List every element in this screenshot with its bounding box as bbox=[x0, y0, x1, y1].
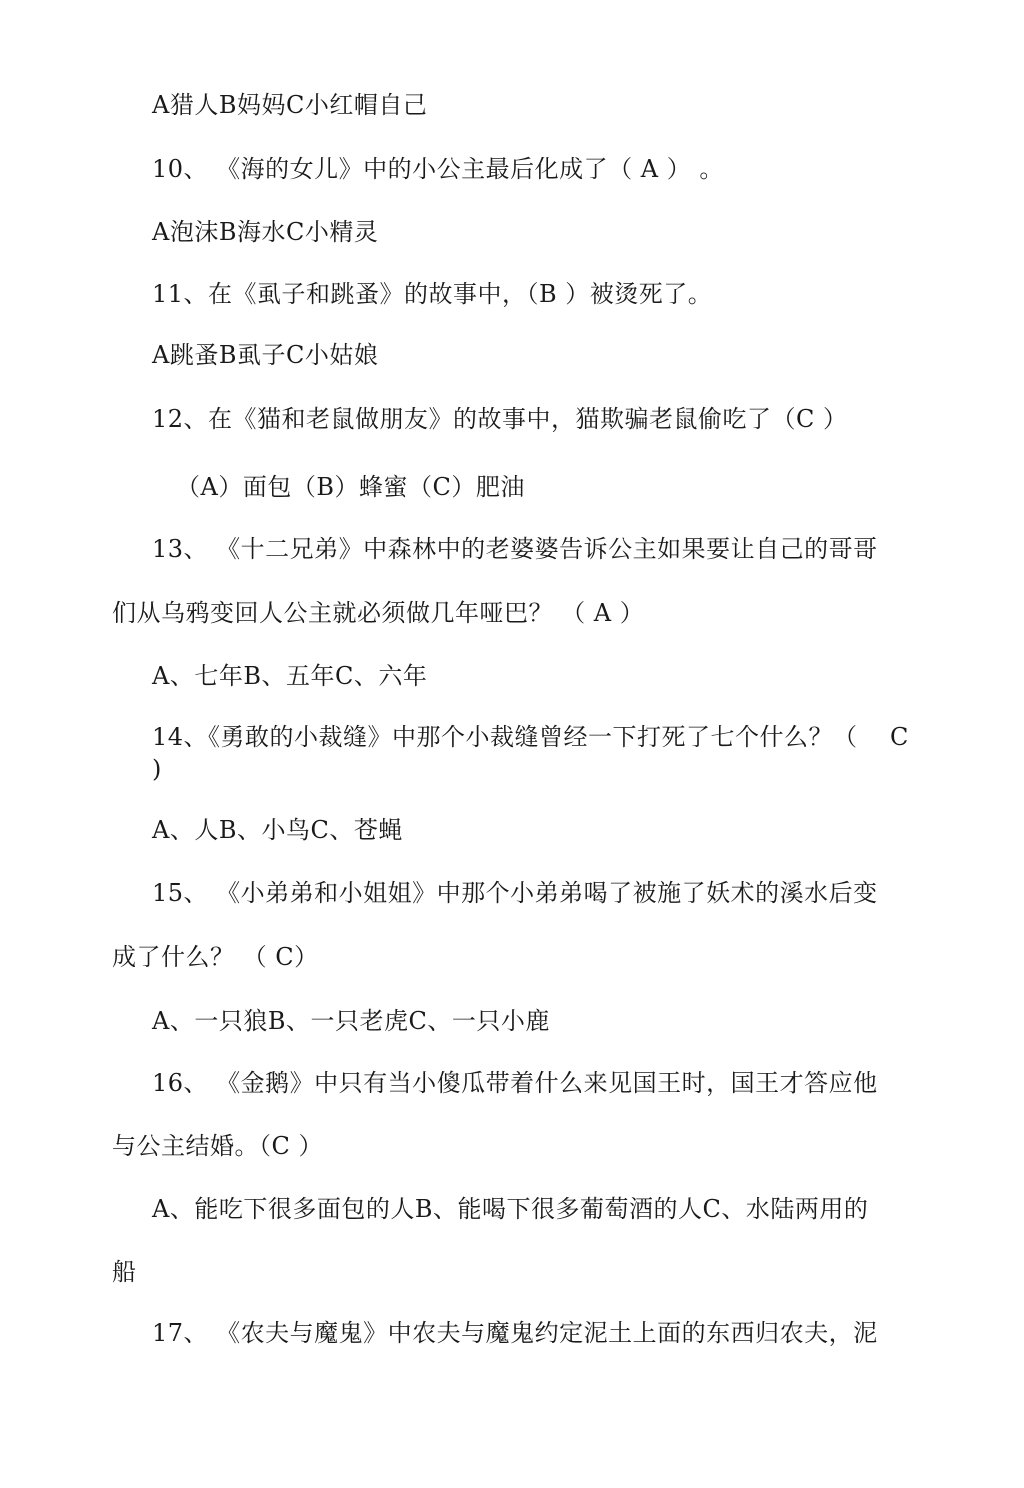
answer-options-13: A、七年B、五年C、六年 bbox=[152, 662, 428, 690]
answer-options-14: A、人B、小鸟C、苍蝇 bbox=[152, 816, 403, 844]
question-14-answer: C bbox=[890, 723, 909, 751]
question-13-line-2: 们从乌鸦变回人公主就必须做几年哑巴？ （ A ） bbox=[112, 599, 645, 627]
question-16-line-1: 16、 《金鹅》中只有当小傻瓜带着什么来见国王时，国王才答应他 bbox=[152, 1069, 878, 1097]
question-16-line-2: 与公主结婚。（C ） bbox=[112, 1132, 323, 1160]
question-15-line-1: 15、 《小弟弟和小姐姐》中那个小弟弟喝了被施了妖术的溪水后变 bbox=[152, 879, 878, 907]
answer-options-16-line-2: 船 bbox=[112, 1258, 137, 1286]
question-15-line-2: 成了什么？ （ C） bbox=[112, 943, 319, 971]
answer-options-16-line-1: A、能吃下很多面包的人B、能喝下很多葡萄酒的人C、水陆两用的 bbox=[152, 1195, 869, 1223]
question-14-line-2: ) bbox=[152, 755, 162, 783]
question-12: 12、在《猫和老鼠做朋友》的故事中，猫欺骗老鼠偷吃了（C ） bbox=[152, 405, 848, 433]
answer-options-11: A跳蚤B虱子C小姑娘 bbox=[152, 341, 379, 369]
question-11: 11、在《虱子和跳蚤》的故事中，（B ）被烫死了。 bbox=[152, 280, 713, 308]
question-13-line-1: 13、 《十二兄弟》中森林中的老婆婆告诉公主如果要让自己的哥哥 bbox=[152, 535, 878, 563]
question-10: 10、 《海的女儿》中的小公主最后化成了（ A ） 。 bbox=[152, 155, 724, 183]
answer-options-9: A猎人B妈妈C小红帽自己 bbox=[152, 91, 428, 119]
question-17-line-1: 17、 《农夫与魔鬼》中农夫与魔鬼约定泥土上面的东西归农夫，泥 bbox=[152, 1319, 878, 1347]
question-14-line-1: 14、《勇敢的小裁缝》中那个小裁缝曾经一下打死了七个什么？（ bbox=[152, 723, 858, 751]
answer-options-15: A、一只狼B、一只老虎C、一只小鹿 bbox=[152, 1007, 550, 1035]
answer-options-12: （A）面包（B）蜂蜜（C）肥油 bbox=[176, 473, 525, 501]
answer-options-10: A泡沫B海水C小精灵 bbox=[152, 218, 379, 246]
